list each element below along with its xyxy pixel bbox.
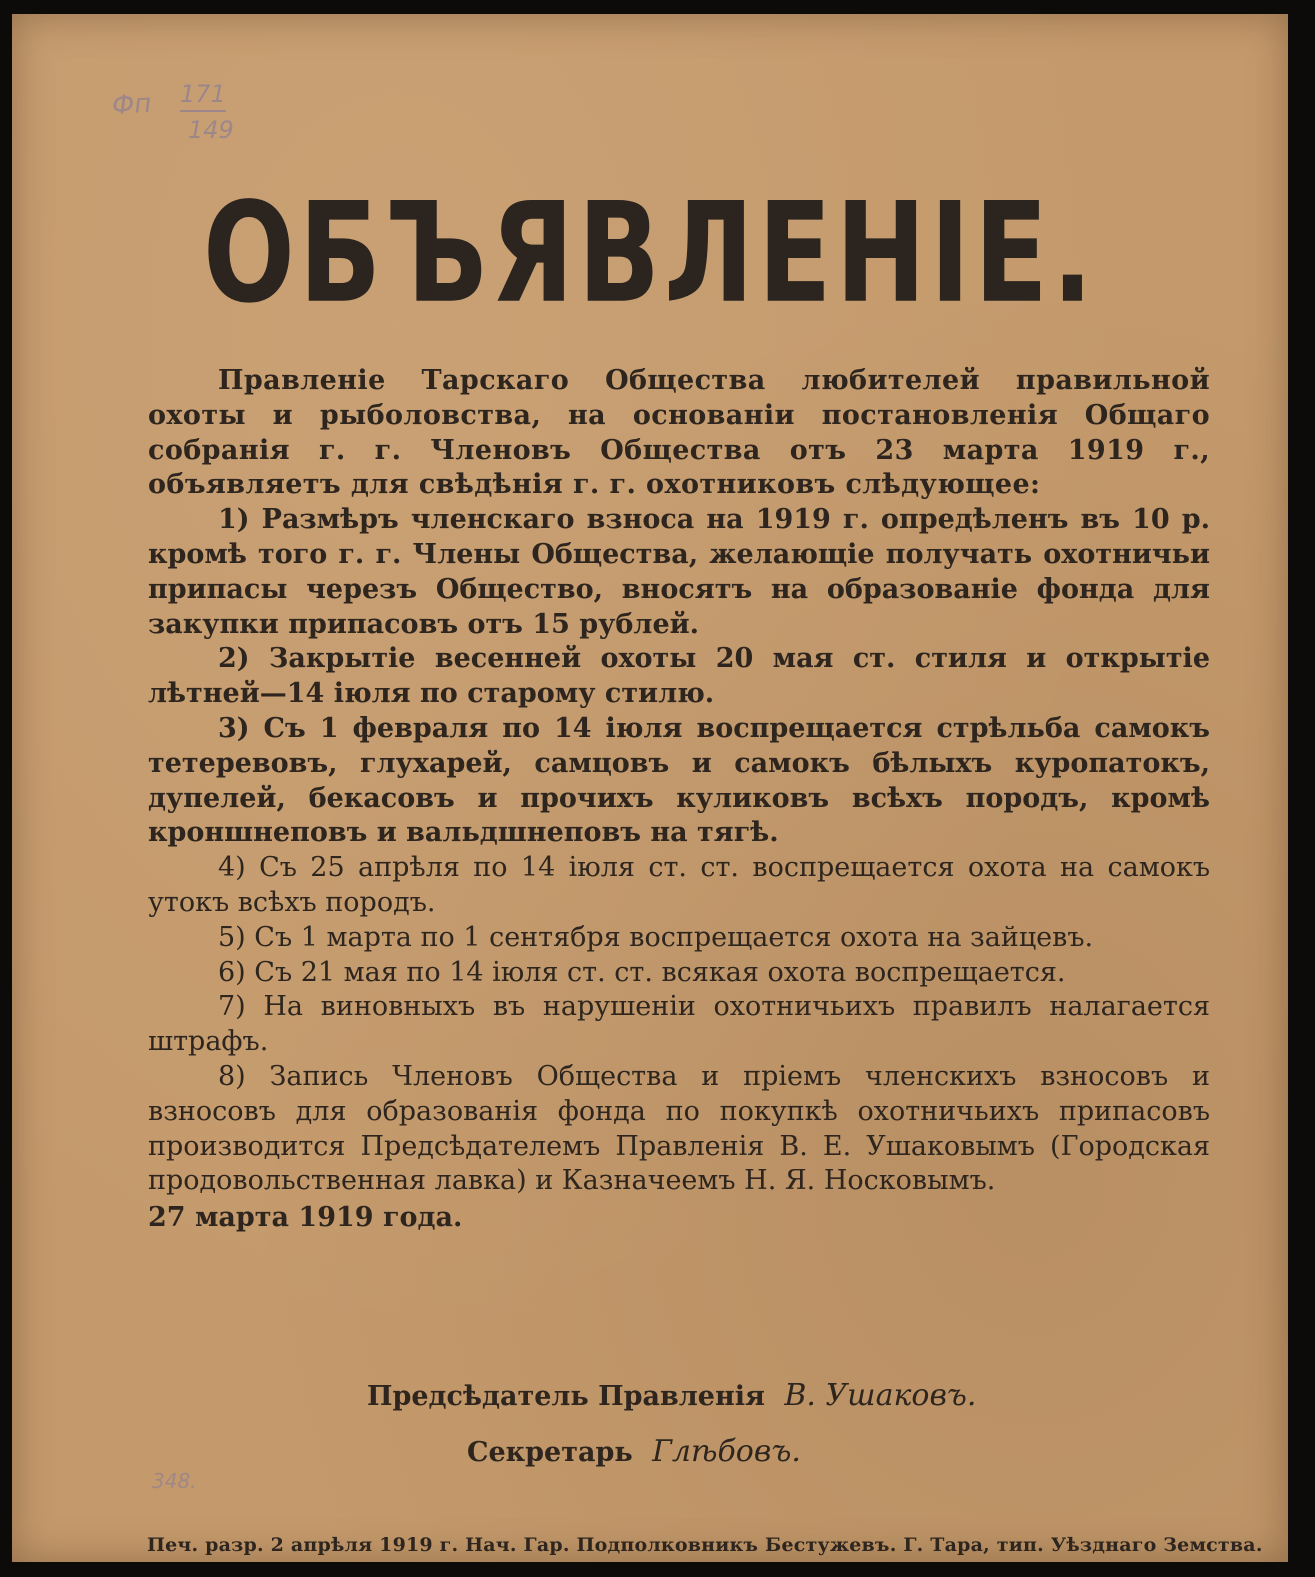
item-8: 8) Запись Членовъ Общества и пріемъ членскихъ взносовъ и взносовъ для образованія фонда по покупкѣ охотничьихъ припасовъ производится Предсѣдателемъ Правленія В. Е. Ушаковымъ (Городская продовольственная лавка) и Казначеемъ Н. Я. Носковымъ. <box>148 1060 1210 1197</box>
item-5: 5) Съ 1 марта по 1 сентября воспрещается охота на зайцевъ. <box>218 921 1094 953</box>
item-6: 6) Съ 21 мая по 14 іюля ст. ст. всякая охота воспрещается. <box>218 956 1066 988</box>
secretary-title: Секретарь <box>467 1437 633 1468</box>
item-3: 3) Съ 1 февраля по 14 іюля воспрещается стрѣльба самокъ тетеревовъ, глухарей, самцовъ и самокъ бѣлыхъ куропатокъ, дупелей, бекасовъ и прочихъ куликовъ всѣхъ породъ, кромѣ кроншнеповъ и вальдшнеповъ на тягѣ. <box>148 712 1210 849</box>
print-imprint: Печ. разр. 2 апрѣля 1919 г. Нач. Гар. Подполковникъ Бестужевъ. Г. Тара, тип. Уѣзднаго Земства. <box>147 1534 1263 1556</box>
announcement-body <box>148 364 1210 1236</box>
item-7: 7) На виновныхъ въ нарушеніи охотничьихъ правилъ налагается штрафъ. <box>148 991 1210 1058</box>
item-1: 1) Размѣръ членскаго взноса на 1919 г. опредѣленъ въ 10 р. кромѣ того г. г. Члены Общества, желающіе получать охотничьи припасы черезъ Общество, вносятъ на образованіе фонда для закупки припасовъ отъ 15 рублей. <box>148 504 1210 640</box>
signature-chair <box>367 1378 976 1413</box>
archive-number-bottom: 149 <box>188 116 234 144</box>
item-2: 2) Закрытіе весенней охоты 20 мая ст. стиля и открытіе лѣтней—14 іюля по старому стилю. <box>148 643 1210 710</box>
document-date: 27 марта 1919 года. <box>148 1202 463 1234</box>
pencil-note: 348. <box>152 1469 197 1493</box>
intro-paragraph: Правленіе Тарскаго Общества любителей правильной охоты и рыболовства, на основаніи постановленія Общаго собранія г. г. Членовъ Общества отъ 23 марта 1919 г., объявляетъ для свѣдѣнія г. г. охотниковъ слѣдующее: <box>148 365 1210 501</box>
chair-name: В. Ушаковъ. <box>784 1378 977 1413</box>
secretary-name: Глѣбовъ. <box>652 1434 801 1469</box>
archive-number-top: 171 <box>180 80 226 112</box>
archive-stamp <box>112 72 272 152</box>
archive-fond: Фп <box>111 88 153 122</box>
signature-secretary <box>467 1434 801 1469</box>
document-title: ОБЪЯВЛЕНІЕ. <box>203 174 1097 334</box>
item-4: 4) Съ 25 апрѣля по 14 іюля ст. ст. воспрещается охота на самокъ утокъ всѣхъ породъ. <box>148 852 1210 918</box>
chair-title: Предсѣдатель Правленія <box>367 1381 765 1412</box>
document-page <box>12 14 1288 1562</box>
